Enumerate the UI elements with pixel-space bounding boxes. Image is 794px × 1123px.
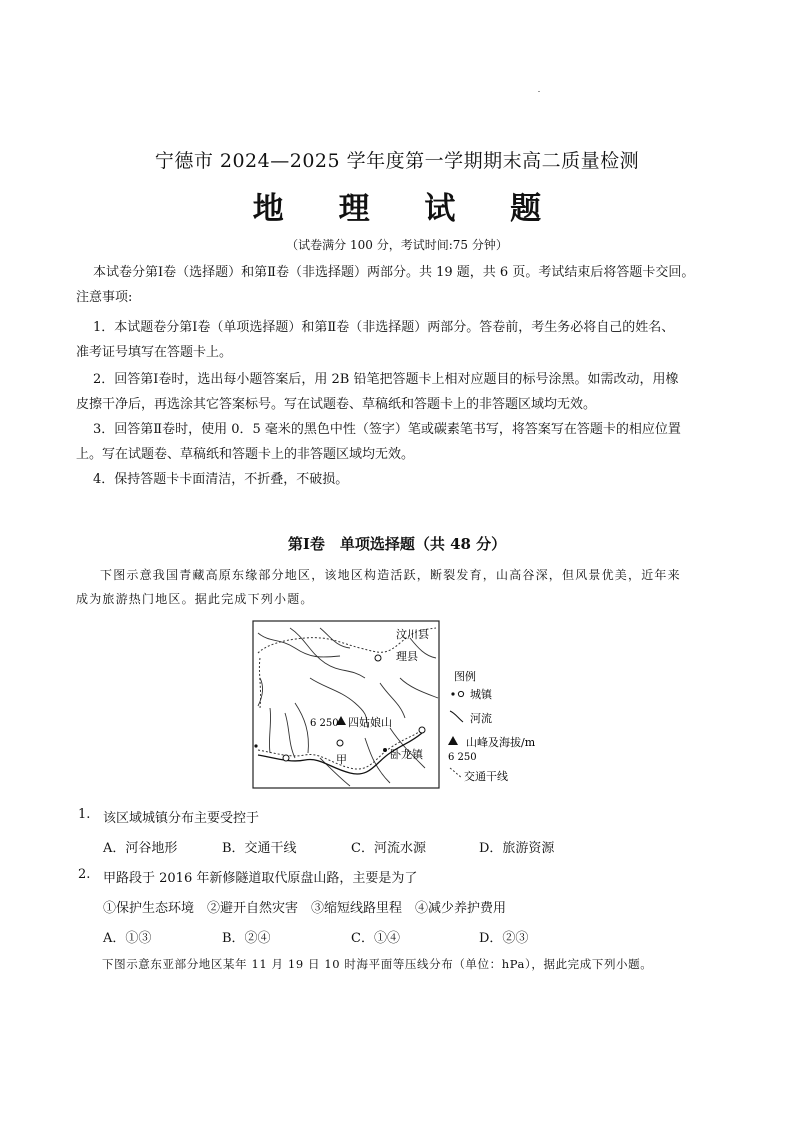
map-legend <box>448 669 536 783</box>
legend-river: 河流 <box>470 712 492 725</box>
intro-line-1: 本试卷分第Ⅰ卷（选择题）和第Ⅱ卷（非选择题）两部分。共 19 题，共 6 页。考试结束后将答题卡交回。 <box>93 265 695 280</box>
town-edge <box>254 744 257 747</box>
legend-town: 城镇 <box>470 688 492 701</box>
q1-option-c[interactable]: C．河流水源 <box>351 841 426 856</box>
town-wolong <box>383 748 387 752</box>
map-figure <box>250 618 542 792</box>
note-1 <box>76 315 726 365</box>
legend-town-dot <box>451 692 454 695</box>
q2-number: 2. <box>78 867 91 882</box>
intro <box>76 260 726 310</box>
legend-peak: 山峰及海拔/m <box>466 736 536 749</box>
q2-text: 甲路段于 2016 年新修隧道取代原盘山路，主要是为了 <box>103 871 418 886</box>
label-elevation: 6 250 <box>310 718 339 729</box>
q2-choices: ①保护生态环境 ②避开自然灾害 ③缩短线路里程 ④减少养护费用 <box>103 901 507 916</box>
label-wolong: 卧龙镇 <box>390 748 423 761</box>
note-2-line-1: 2．回答第Ⅰ卷时，选出每小题答案后，用 2B 铅笔把答题卡上相对应题目的标号涂黑。如需改动，用橡 <box>93 372 679 387</box>
section-title: 第Ⅰ卷 单项选择题（共 48 分） <box>287 535 507 553</box>
scan-speck <box>538 91 540 92</box>
q1-option-b[interactable]: B．交通干线 <box>222 841 297 856</box>
legend-road-line <box>450 768 462 778</box>
q1-option-a[interactable]: A．河谷地形 <box>103 841 178 856</box>
note-1-line-2: 准考证号填写在答题卡上。 <box>76 345 233 360</box>
passage-1-line-2: 成为旅游热门地区。据此完成下列小题。 <box>76 592 314 606</box>
legend-road: 交通干线 <box>464 770 508 783</box>
q2-option-b[interactable]: B．②④ <box>222 931 271 946</box>
note-3-line-2: 上。写在试题卷、草稿纸和答题卡上的非答题区域均无效。 <box>76 447 415 462</box>
label-jia: 甲 <box>336 753 347 766</box>
exam-info: （试卷满分 100 分，考试时间:75 分钟） <box>286 238 508 252</box>
q2-option-a[interactable]: A．①③ <box>103 931 152 946</box>
note-4-line-1: 4．保持答题卡卡面清洁，不折叠，不破损。 <box>93 472 349 487</box>
passage-1 <box>76 563 726 611</box>
label-lixian: 理县 <box>396 650 418 663</box>
subject-title: 地 理 试 题 <box>252 191 564 227</box>
q1-text: 该区域城镇分布主要受控于 <box>103 811 260 826</box>
legend-peak-icon <box>448 736 458 745</box>
town-lixian <box>375 655 381 661</box>
q2-option-c[interactable]: C．①④ <box>351 931 400 946</box>
note-4 <box>76 467 726 492</box>
town-jia <box>337 740 343 746</box>
passage-2: 下图示意东亚部分地区某年 11 月 19 日 10 时海平面等压线分布（单位：hPa），据此完成下列小题。 <box>102 957 653 971</box>
note-3 <box>76 417 726 467</box>
label-wenchuan: 汶川县 <box>396 628 429 641</box>
note-1-line-1: 1．本试题卷分第Ⅰ卷（单项选择题）和第Ⅱ卷（非选择题）两部分。答卷前，考生务必将自己的姓名、 <box>93 320 675 335</box>
legend-town-circle <box>458 691 463 696</box>
q1-number: 1. <box>78 807 91 822</box>
town-east <box>419 727 425 733</box>
note-2-line-2: 皮擦干净后，再选涂其它答案标号。写在试题卷、草稿纸和答题卡上的非答题区域均无效。 <box>76 397 597 412</box>
exam-title: 宁德市 2024—2025 学年度第一学期期末高二质量检测 <box>154 150 640 172</box>
note-3-line-1: 3．回答第Ⅱ卷时，使用 0．5 毫米的黑色中性（签字）笔或碳素笔书写，将答案写在答题卡的相应位置 <box>93 422 681 437</box>
town-west <box>283 755 289 761</box>
note-2 <box>76 367 726 417</box>
legend-peak-value: 6 250 <box>448 752 477 763</box>
q1-option-d[interactable]: D．旅游资源 <box>479 841 555 856</box>
q2-option-d[interactable]: D．②③ <box>479 931 529 946</box>
legend-river-line <box>450 711 463 722</box>
label-siguniang: 四姑娘山 <box>348 716 392 729</box>
passage-1-line-1: 下图示意我国青藏高原东缘部分地区，该地区构造活跃，断裂发育，山高谷深，但风景优美，近年来 <box>100 568 681 582</box>
legend-title: 图例 <box>454 670 476 683</box>
intro-line-2: 注意事项: <box>76 290 133 305</box>
